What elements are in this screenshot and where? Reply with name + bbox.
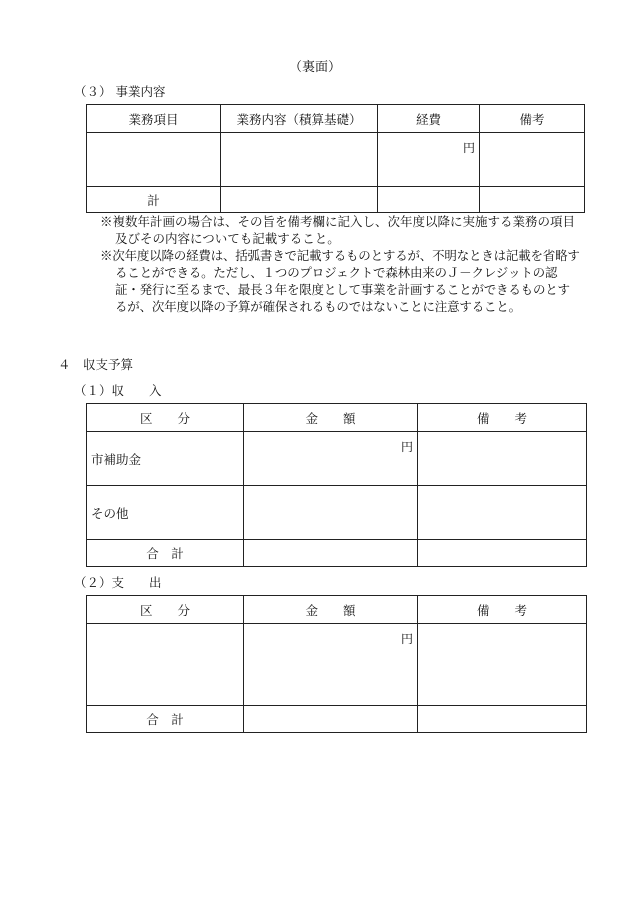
notes: [100, 213, 580, 315]
expense-heading: （２）支 出: [74, 575, 162, 590]
business-table: [86, 104, 585, 213]
income-remarks-cell[interactable]: [418, 432, 587, 486]
income-total-label: 合 計: [87, 540, 244, 567]
income-total-remarks-cell[interactable]: [418, 540, 587, 567]
expense-amount-cell[interactable]: [244, 624, 418, 706]
header-business-item: 業務項目: [87, 105, 221, 133]
business-content-cell[interactable]: [221, 133, 378, 187]
business-item-cell[interactable]: [87, 133, 221, 187]
remarks-cell[interactable]: [480, 133, 585, 187]
expense-header-category: 区 分: [87, 596, 244, 624]
expense-remarks-cell[interactable]: [418, 624, 587, 706]
income-table: [86, 403, 587, 567]
income-amount-cell[interactable]: [244, 432, 418, 486]
income-heading: （１）収 入: [74, 383, 162, 398]
income-other-amount-cell[interactable]: [244, 486, 418, 540]
expense-total-amount-cell[interactable]: [244, 706, 418, 733]
income-other-remarks-cell[interactable]: [418, 486, 587, 540]
total-label: 計: [87, 187, 221, 213]
expense-header-amount: 金 額: [244, 596, 418, 624]
income-row-other: その他: [87, 486, 244, 540]
expense-total-label: 合 計: [87, 706, 244, 733]
expense-table: [86, 595, 587, 733]
income-total-amount-cell[interactable]: [244, 540, 418, 567]
expense-category-cell[interactable]: [87, 624, 244, 706]
expense-header-remarks: 備 考: [418, 596, 587, 624]
note-1: ※複数年計画の場合は、その旨を備考欄に記入し、次年度以降に実施する業務の項目及びその内容についても記載すること。: [100, 214, 576, 246]
section4-heading: ４ 収支予算: [58, 357, 134, 372]
yen-unit: 円: [462, 141, 475, 155]
yen-unit: 円: [400, 440, 413, 454]
income-header-amount: 金 額: [244, 404, 418, 432]
header-business-content: 業務内容（積算基礎）: [221, 105, 378, 133]
header-cost: 経費: [378, 105, 480, 133]
income-row-city-subsidy: 市補助金: [87, 432, 244, 486]
total-content-cell[interactable]: [221, 187, 378, 213]
income-header-remarks: 備 考: [418, 404, 587, 432]
note-2: ※次年度以降の経費は、括弧書きで記載するものとするが、不明なときは記載を省略することができる。ただし、１つのプロジェクトで森林由来のＪ－クレジットの認証・発行に至るまで、最長３年を限度として事業を計画することができるものとするが、次年度以降の予算が確保されるものではないことに注意すること。: [100, 248, 580, 314]
income-header-category: 区 分: [87, 404, 244, 432]
total-cost-cell[interactable]: [378, 187, 480, 213]
header-remarks: 備考: [480, 105, 585, 133]
total-remarks-cell[interactable]: [480, 187, 585, 213]
cost-cell[interactable]: [378, 133, 480, 187]
page-title: （裏面）: [288, 60, 341, 75]
section3-heading: （３） 事業内容: [74, 84, 166, 99]
yen-unit: 円: [400, 632, 413, 646]
expense-total-remarks-cell[interactable]: [418, 706, 587, 733]
